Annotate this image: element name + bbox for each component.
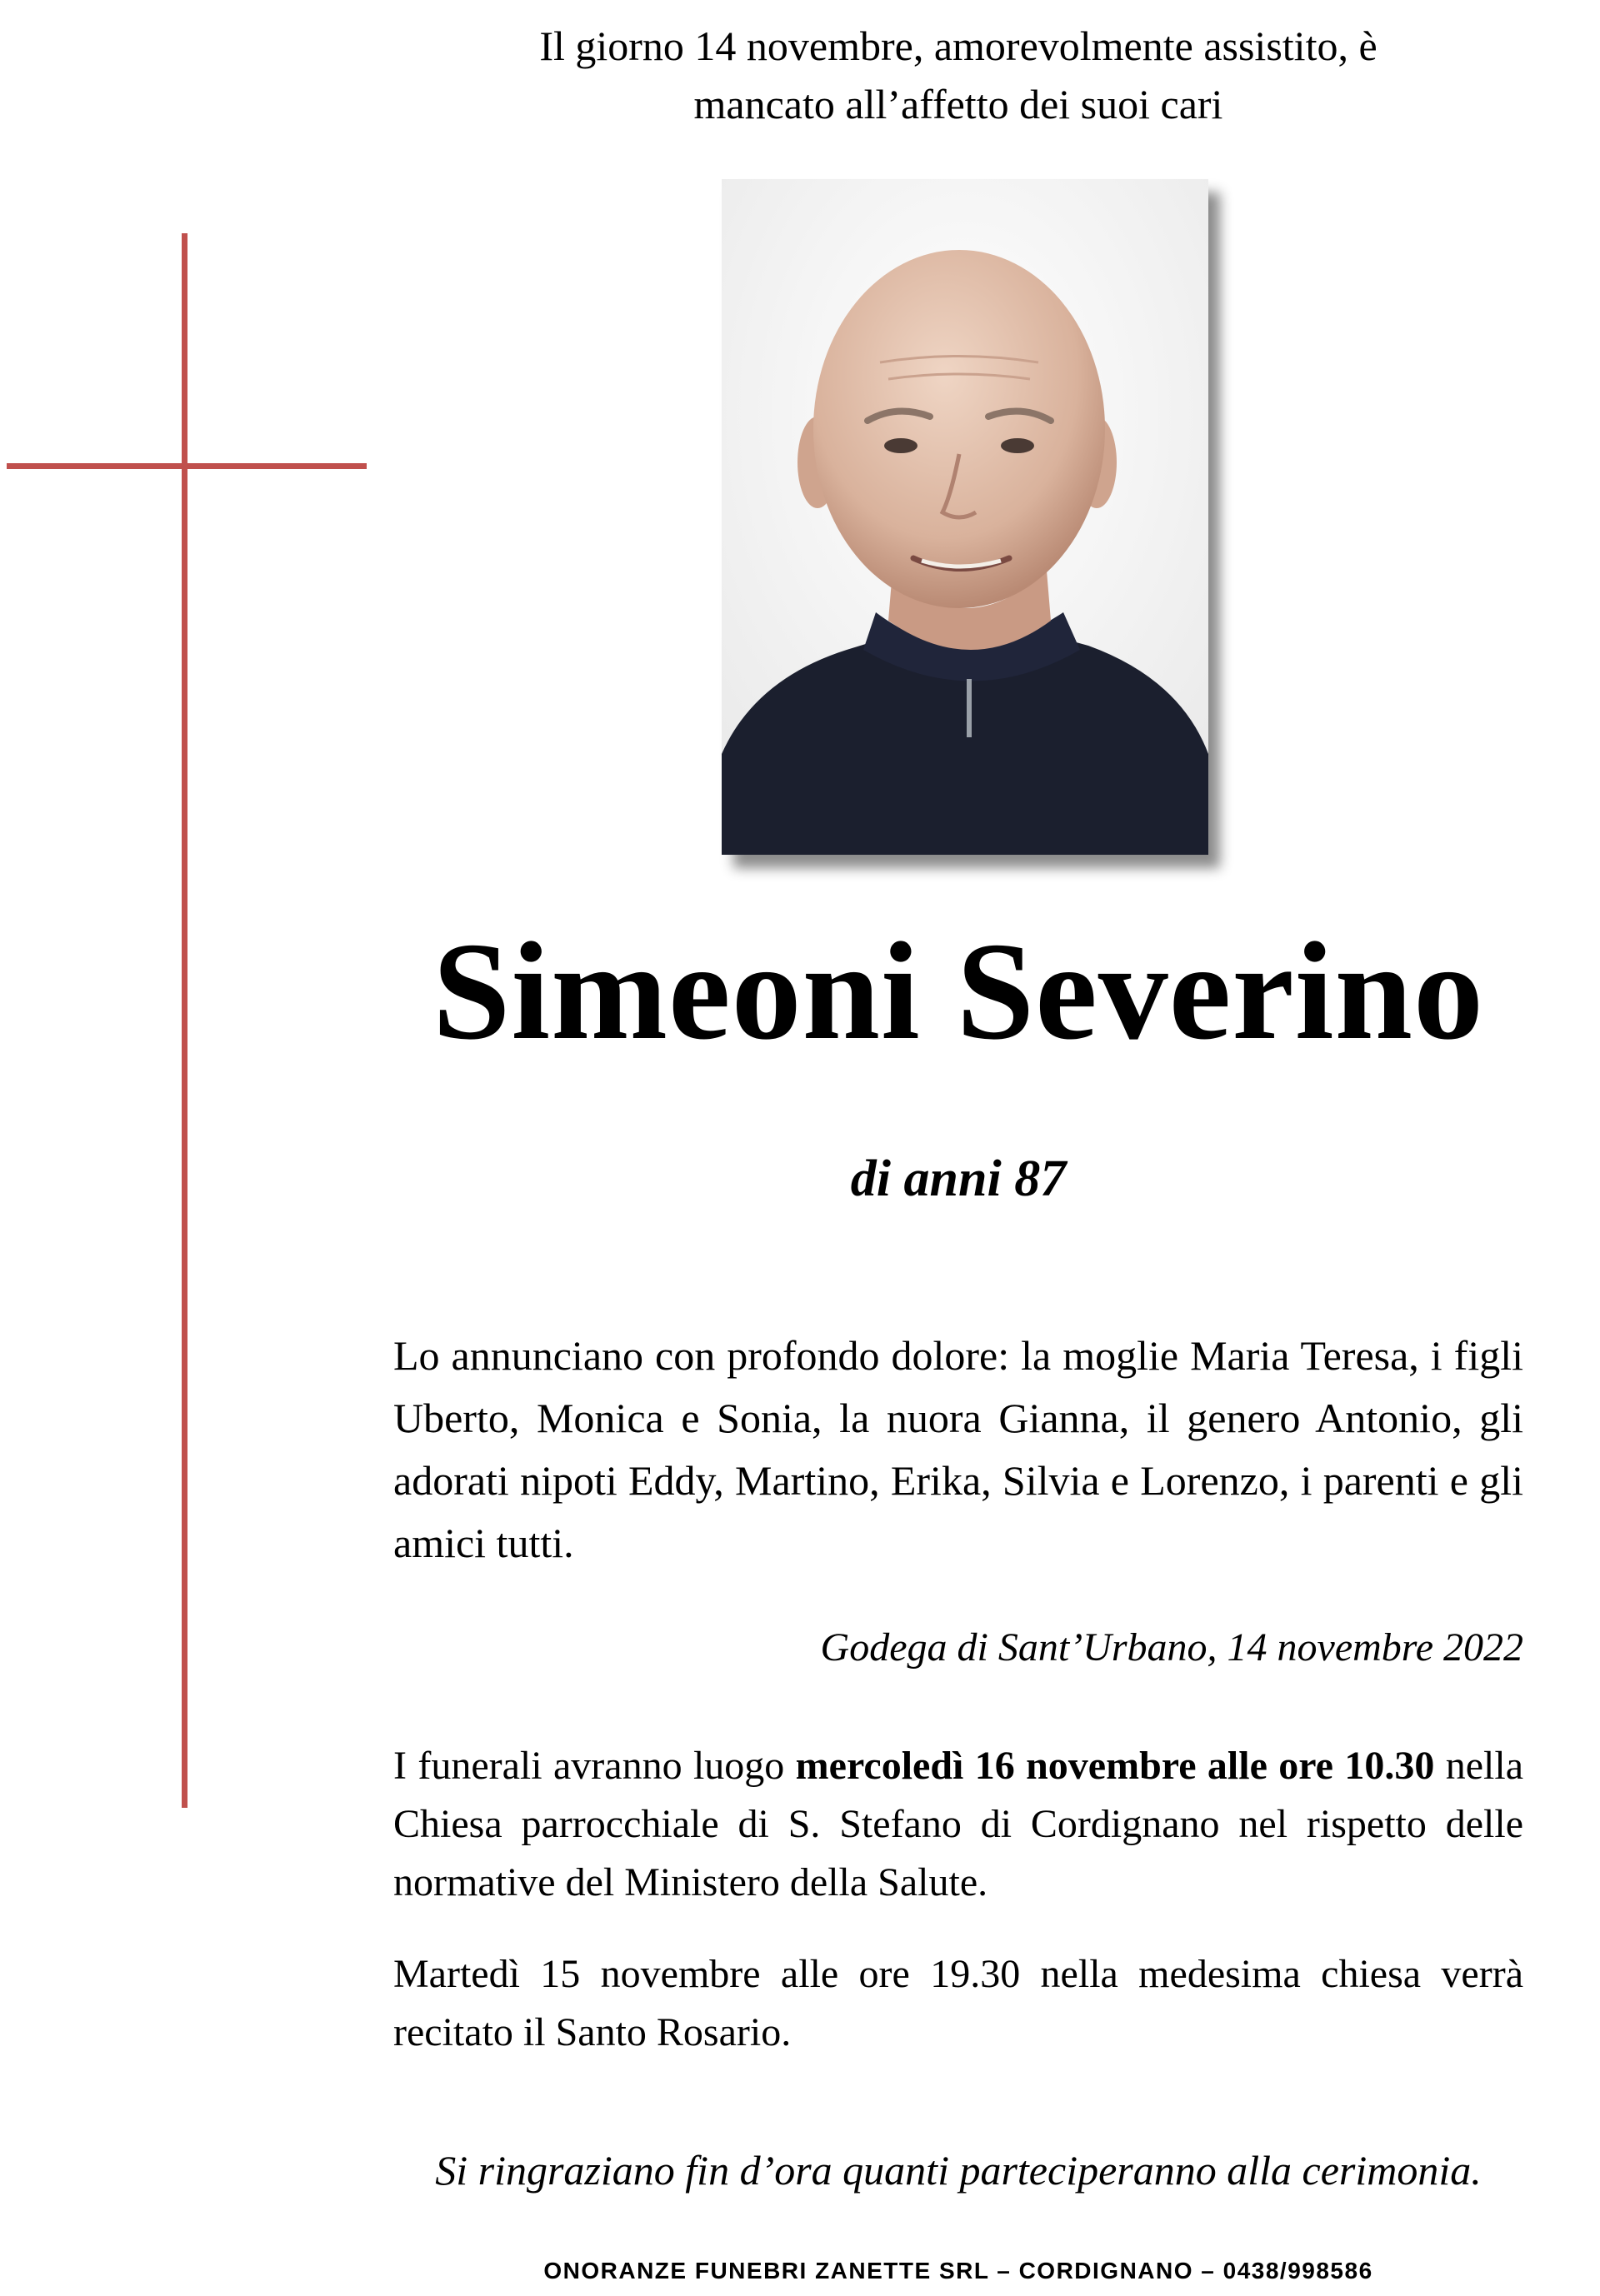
intro-text	[417, 17, 1500, 133]
rosary-details: Martedì 15 novembre alle ore 19.30 nella medesima chiesa verrà recitato il Santo Rosario.	[393, 1952, 1523, 2054]
intro-line-1: Il giorno 14 novembre, amorevolmente assistito, è	[539, 22, 1378, 69]
funeral-suffix: nella Chiesa parrocchiale di S. Stefano di Cordignano nel rispetto delle normative del Ministero della Salute.	[393, 1744, 1524, 1904]
age-line: di anni 87	[850, 1150, 1067, 1207]
funeral-prefix: I funerali avranno luogo	[393, 1744, 796, 1788]
funeral-details	[393, 1737, 1523, 1912]
funeral-home-footer: ONORANZE FUNEBRI ZANETTE SRL – CORDIGNANO – 0438/998586	[543, 2258, 1373, 2284]
cross-vertical-bar	[182, 233, 188, 1808]
deceased-name: Simeoni Severino	[432, 914, 1484, 1069]
portrait-illustration	[722, 179, 1208, 855]
announcement-paragraph: Lo annunciano con profondo dolore: la moglie Maria Teresa, i figli Uberto, Monica e Sonia, la nuora Gianna, il genero Antonio, gli adorati nipoti Eddy, Martino, Erika, Silvia e Lorenzo, i parenti e gli amici tutti.	[393, 1332, 1523, 1566]
funeral-date-time: mercoledì 16 novembre alle ore 10.30	[795, 1744, 1435, 1788]
intro-line-2: mancato all’affetto dei suoi cari	[693, 81, 1223, 127]
place-date: Godega di Sant’Urbano, 14 novembre 2022	[820, 1625, 1523, 1670]
thanks-line: Si ringraziano fin d’ora quanti parteciperanno alla cerimonia.	[435, 2147, 1482, 2194]
cross-horizontal-bar	[7, 463, 367, 469]
portrait-photo	[722, 179, 1208, 855]
